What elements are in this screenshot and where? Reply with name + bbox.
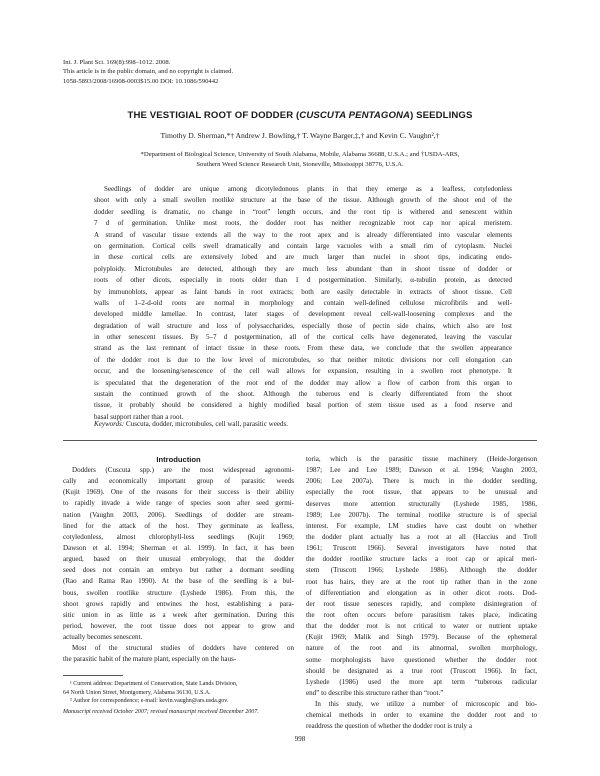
text-line: sitic union in as little as a week after germination. During this <box>63 610 294 619</box>
text-line: interest. For example, LM studies have cast doubt on whether <box>306 521 537 530</box>
text-line: in these cortical cells are extensively lobed and are much larger than nuclei in shoot tips, indicating endo- <box>94 253 512 262</box>
text-line: In this study, we utilize a number of microscopic and bio- <box>315 700 537 709</box>
text-line: chemical methods in order to examine the dodder root and to <box>306 711 537 720</box>
doi-line: 1058-5893/2008/16908-0003$15.00 DOI: 10.1086/590442 <box>63 77 219 85</box>
text-line: is speculated that the degeneration of the root end of the dodder may allow a flow of carbon from this organ to <box>94 378 512 387</box>
text-line: root has hairs, they are at the root tip rather than in the zone <box>306 577 537 586</box>
citation-line: Int. J. Plant Sci. 169(8):998–1012. 2008. <box>63 59 171 66</box>
text-line: Dawson et al. 1994; Sherman et al. 1999). In fact, it has been <box>63 543 294 552</box>
title-prefix: THE VESTIGIAL ROOT OF DODDER ( <box>127 110 300 121</box>
introduction-heading: Introduction <box>156 455 201 464</box>
title-suffix: ) SEEDLINGS <box>410 110 473 121</box>
text-line: Lyshede (1986) used the more apt term “tuberous radicular <box>306 677 537 686</box>
text-line: seed does not contain an embryo but rather a dormant seedling <box>63 566 294 575</box>
text-line: polyploidy. Microtubules are detected, although they are much less abundant than in shoot tissue of dodder or <box>94 264 512 273</box>
text-line: der root tissue senesces rapidly, and complete disintegration of <box>306 599 537 608</box>
text-line: 1989; Lee 2007b). The terminal rootlike structure is of special <box>306 510 537 519</box>
text-line: stem (Truscott 1966; Lyshede 1986). Although the dodder <box>306 566 537 575</box>
text-line: the dodder rootlike structure lacks a root cap or apical meri- <box>306 555 537 564</box>
text-line: nation (Vaughn 2003, 2006). Seedlings of dodder are stream- <box>63 510 294 519</box>
title-species: CUSCUTA PENTAGONA <box>299 110 411 121</box>
text-line: period, however, the root tissue does not appear to grow and <box>63 621 294 630</box>
keywords-label: Keywords: <box>94 420 125 428</box>
text-line: 2006; Lee 2007a). There is much in the dodder seedling, <box>306 477 537 486</box>
text-line: the parasitic habit of the mature plant, especially on the haus- <box>63 655 237 664</box>
footnote: ² Author for correspondence; e-mail: kevin.vaughn@ars.usda.gov. <box>70 698 229 705</box>
text-line: shoot grows rapidly and entwines the host, establishing a para- <box>63 599 294 608</box>
text-line: Most of the structural studies of dodders have centered on <box>72 644 294 653</box>
text-line: walls of 1–2-d-old roots are normal in morphology and contain well-defined cellulose microfibrils and well- <box>94 298 512 307</box>
text-line: of the dodder root is due to the low level of microtubules, so that neither mitotic divisions nor cell elongation can <box>94 355 512 364</box>
copyright-notice: This article is in the public domain, and no copyright is claimed. <box>63 68 234 76</box>
text-line: by immunoblots, appear as faint bands in root extracts; both are easily detectable in extracts of shoot tissue. Cell <box>94 287 512 296</box>
text-line: 7 d of germination. Unlike most roots, the dodder root has neither recognizable root cap nor apical meristem. <box>94 219 512 228</box>
text-line: roots of other dicots, especially in roots older than 1 d postgermination. Similarly, α-tubulin protein, as detected <box>94 276 512 285</box>
text-line: bous, swollen rootlike structure (Lyshede 1986). From this, the <box>63 588 294 597</box>
text-line: A strand of vascular tissue extends all the way to the root apex and is already differentiated into vascular elements <box>94 230 512 239</box>
footnote-divider <box>63 675 123 676</box>
text-line: in other senescent tissues. By 5–7 d postgermination, all of the cortical cells have degenerated, leaving the vascular <box>94 333 512 342</box>
text-line: tissue, it probably should be considered a highly modified basal portion of stem tissue used as a food reserve and <box>94 401 512 410</box>
text-line: cotyledonless, almost chlorophyll-less seedlings (Kujit 1969; <box>63 532 294 541</box>
text-line: lined for the attack of the host. They germinate as leafless, <box>63 521 294 530</box>
right-column <box>306 454 537 733</box>
affiliation-line: Southern Weed Science Research Unit, Stoneville, Mississippi 38776, U.S.A. <box>196 161 404 169</box>
author-list: Timothy D. Sherman,*† Andrew J. Bowling,† T. Wayne Barger,‡,† and Kevin C. Vaughn²,† <box>160 131 440 140</box>
text-line: of differentiation and elongation as in other dicot roots. Dod- <box>306 588 537 597</box>
text-line: 1987; Lee and Lee 1989; Dawson et al. 1994; Vaughn 2003, <box>306 466 537 475</box>
text-line: actually becomes senescent. <box>63 633 143 642</box>
text-line: that the dodder root is not critical to water or nutrient uptake <box>306 622 537 631</box>
text-line: the root often occurs before parasitism takes place, indicating <box>306 610 537 619</box>
page-number: 998 <box>294 735 306 743</box>
keywords-text: Cuscuta, dodder, microtubules, cell wall, parasitic weeds. <box>124 420 288 428</box>
text-line: 1961; Truscott 1966). Several investigators have noted that <box>306 544 537 553</box>
text-line: sustain the continued growth of the shoot. Although the tuberous end is clearly differentiated from the shoot <box>94 390 512 399</box>
text-line: dodder seedling is dramatic, no change in “root” length occurs, and the root tip is withered and senescent within <box>94 207 512 216</box>
keywords <box>94 420 288 428</box>
text-line: developed middle lamellae. In contrast, later stages of development reveal cell-wall-loosening complexes and the <box>94 310 512 319</box>
manuscript-received: Manuscript received October 2007; revised manuscript received December 2007. <box>63 709 259 715</box>
text-line: some morphologists have questioned whether the dodder root <box>306 655 537 664</box>
affiliations <box>80 150 520 170</box>
footnote: 64 North Union Street, Montgomery, Alabama 36130, U.S.A. <box>63 689 211 696</box>
left-column <box>63 465 294 666</box>
text-line: occur, and the loosening/senescence of the cell wall allows for expansion, resulting in a swollen root phenotype. It <box>94 367 512 376</box>
text-line: argued, based on their unusual embryology, that the dodder <box>63 555 294 564</box>
text-line: should be designated as a true root (Truscott 1966). In fact, <box>306 666 537 675</box>
section-divider <box>63 440 537 441</box>
text-line: (Kujit 1969; Malik and Singh 1979). Because of the ephemeral <box>306 633 537 642</box>
text-line: (Rao and Rama Rao 1990). At the base of the seedling is a bul- <box>63 577 294 586</box>
article-title <box>0 110 600 121</box>
text-line: especially the root tissue, that appears to be unusual and <box>306 488 537 497</box>
text-line: cally and economically important group of parasitic weeds <box>63 477 294 486</box>
footnote: ¹ Current address: Department of Conservation, State Lands Division, <box>70 681 238 687</box>
text-line: strand as the last remnant of intact tissue in these roots. From these data, we conclude that the swollen appearance <box>94 344 512 353</box>
abstract <box>94 184 512 423</box>
text-line: on germination. Cortical cells swell dramatically and contain large vacuoles with a small rim of cytoplasm. Nuclei <box>94 241 512 250</box>
text-line: the dodder plant actually has a root at all (Haccius and Troll <box>306 532 537 541</box>
affiliation-line: *Department of Biological Science, University of South Alabama, Mobile, Alabama 36688, U.S.A.; and †USDA-ARS, <box>140 151 460 158</box>
text-line: basal support rather than a root. <box>94 412 184 421</box>
text-line: deserves more attention structurally (Lyshede 1985, 1986, <box>306 499 537 508</box>
text-line: toria, which is the parasitic tissue machinery (Heide-Jorgenson <box>306 455 537 463</box>
text-line: shoot with only a small swollen rootlike structure at the base of the tissue. Although growth of the shoot end of the <box>94 196 512 205</box>
text-line: Dodders (Cuscuta spp.) are the most widespread agronomi- <box>72 466 294 474</box>
journal-header <box>63 58 233 86</box>
footnotes <box>63 680 294 706</box>
text-line: Seedlings of dodder are unique among dicotyledonous plants in that they emerge as a leafless, cotyledonless <box>104 185 512 193</box>
text-line: to rapidly invade a wide range of species soon after seed germi- <box>63 499 294 508</box>
text-line: (Kujit 1969). One of the reasons for their success is their ability <box>63 488 294 497</box>
text-line: readdress the question of whether the dodder root is truly a <box>306 722 472 731</box>
text-line: degradation of wall structure and loss of polysaccharides, especially those of pectin side chains, which also are lost <box>94 321 512 330</box>
text-line: end” to describe this structure rather than “root.” <box>306 688 444 697</box>
text-line: nature of the root and its abnormal, swollen morphology, <box>306 644 537 653</box>
